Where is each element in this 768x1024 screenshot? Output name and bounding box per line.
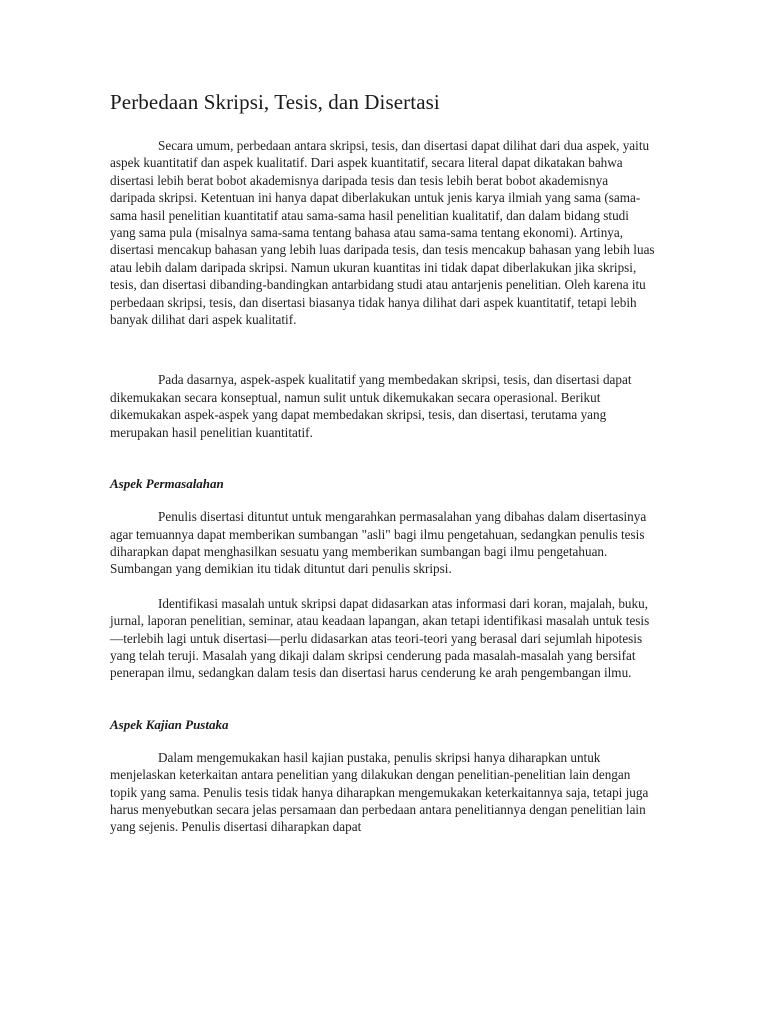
intro-paragraph-2: Pada dasarnya, aspek-aspek kualitatif yang membedakan skripsi, tesis, dan disertasi dapat dikemukakan secara konseptual, namun sulit untuk dikemukakan secara operasional. Berikut dikemukakan aspek-aspek yang dapat membedakan skripsi, tesis, dan disertasi, terutama yang merupakan hasil penelitian kuantitatif. (110, 372, 632, 440)
section-1-paragraph-1: Penulis disertasi dituntut untuk mengarahkan permasalahan yang dibahas dalam disertasinya agar temuannya dapat memberikan sumbangan "asli" bagi ilmu pengetahuan, sedangkan penulis tesis diharapkan dapat menghasilkan sesuatu yang memberikan sumbangan bagi ilmu pengetahuan. Sumbangan yang demikian itu tidak dituntut dari penulis skripsi. (110, 509, 647, 577)
spacer (110, 328, 655, 371)
spacer (110, 492, 655, 508)
document-page (110, 90, 655, 836)
section-2-paragraph-1: Dalam mengemukakan hasil kajian pustaka, penulis skripsi hanya diharapkan untuk menjelaskan keterkaitan antara penelitian yang dilakukan dengan penelitian-penelitian lain dengan topik yang sama. Penulis tesis tidak hanya diharapkan mengemukakan keterkaitannya saja, tetapi juga harus menyebutkan secara jelas persamaan dan perbedaan antara penelitiannya dengan penelitian lain yang sejenis. Penulis disertasi diharapkan dapat (110, 749, 649, 835)
spacer (110, 578, 655, 595)
spacer (110, 733, 655, 749)
spacer (110, 682, 655, 716)
section-heading-permasalahan: Aspek Permasalahan (110, 476, 224, 492)
document-title: Perbedaan Skripsi, Tesis, dan Disertasi (110, 90, 440, 114)
section-1-paragraph-2: Identifikasi masalah untuk skripsi dapat didasarkan atas informasi dari koran, majalah, buku, jurnal, laporan penelitian, seminar, atau keadaan lapangan, akan tetapi identifikasi masalah untuk tesis—terlebih lagi untuk disertasi—perlu didasarkan atas teori-teori yang berasal dari sejumlah hipotesis yang telah teruji. Masalah yang dikaji dalam skripsi cenderung pada masalah-masalah yang bersifat penerapan ilmu, sedangkan dalam tesis dan disertasi harus cenderung ke arah pengembangan ilmu. (110, 595, 650, 681)
spacer (110, 441, 655, 475)
section-heading-kajian-pustaka: Aspek Kajian Pustaka (110, 716, 229, 732)
intro-paragraph-1: Secara umum, perbedaan antara skripsi, tesis, dan disertasi dapat dilihat dari dua aspek, yaitu aspek kuantitatif dan aspek kualitatif. Dari aspek kuantitatif, secara literal dapat dikatakan bahwa disertasi lebih berat bobot akademisnya daripada tesis dan tesis lebih berat bobot akademisnya daripada skripsi. Ketentuan ini hanya dapat diberlakukan untuk jenis karya ilmiah yang sama (sama-sama hasil penelitian kuantitatif atau sama-sama hasil penelitian kualitatif, dan dalam bidang studi yang sama pula (misalnya sama-sama tentang bahasa atau sama-sama tentang ekonomi). Artinya, disertasi mencakup bahasan yang lebih luas daripada tesis, dan tesis mencakup bahasan yang lebih luas atau lebih dalam daripada skripsi. Namun ukuran kuantitas ini tidak dapat diberlakukan jika skripsi, tesis, dan disertasi dibanding-bandingkan antarbidang studi atau antarjenis penelitian. Oleh karena itu perbedaan skripsi, tesis, dan disertasi biasanya tidak hanya dilihat dari aspek kuantitatif, tetapi lebih banyak dilihat dari aspek kualitatif. (110, 138, 655, 328)
